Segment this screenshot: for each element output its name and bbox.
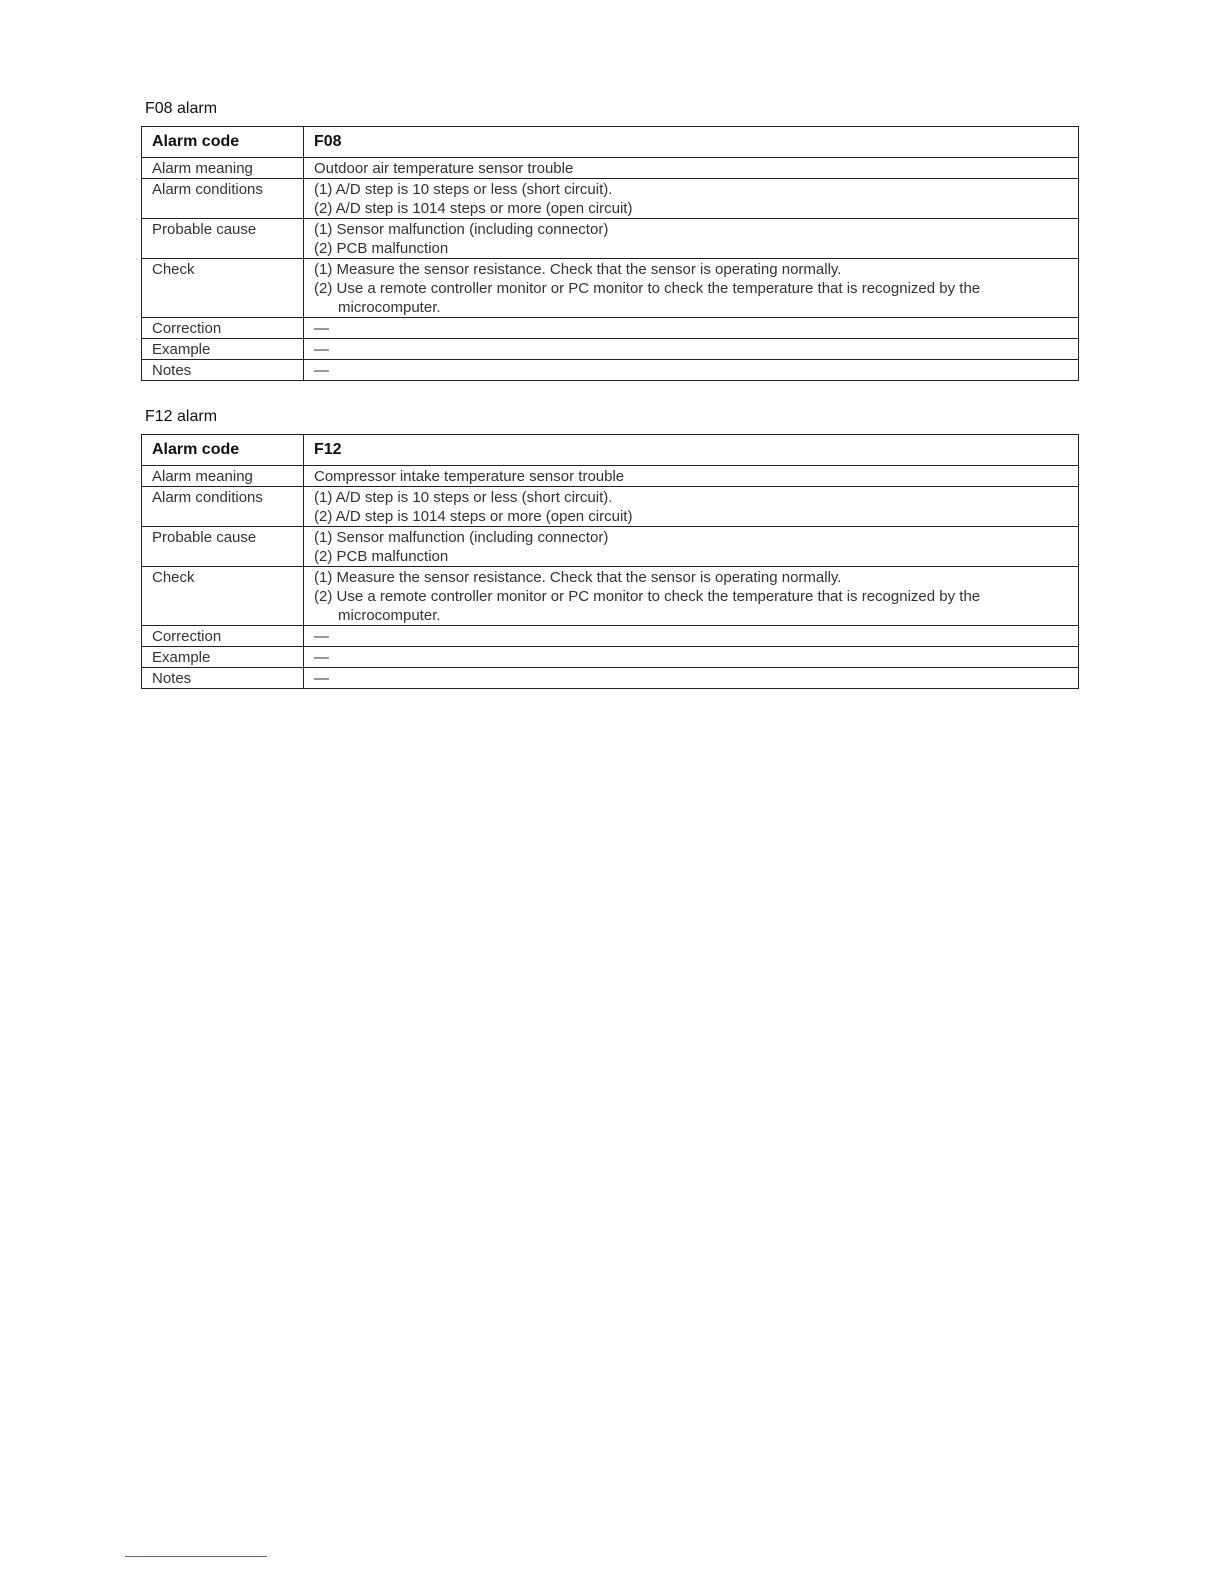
condition-line: (1) A/D step is 10 steps or less (short circuit). [314, 181, 613, 198]
section-title: F12 alarm [145, 408, 218, 425]
row-label: Correction [142, 626, 304, 647]
row-label: Probable cause [142, 527, 304, 567]
check-line: (1) Measure the sensor resistance. Check that the sensor is operating normally. [314, 261, 842, 278]
alarm-conditions-value [304, 487, 1079, 527]
table-row [142, 668, 1079, 689]
table-row [142, 527, 1079, 567]
alarm-meaning-value: Outdoor air temperature sensor trouble [304, 158, 1079, 179]
check-line: (2) Use a remote controller monitor or PC monitor to check the temperature that is recognized by the microcomputer. [314, 280, 981, 316]
alarm-conditions-value [304, 179, 1079, 219]
notes-value: — [304, 360, 1079, 381]
table-row [142, 626, 1079, 647]
alarm-section-f12 [141, 406, 1079, 689]
alarm-code-value: F12 [304, 435, 1079, 466]
cause-line: (2) PCB malfunction [314, 240, 449, 257]
correction-value: — [304, 318, 1079, 339]
row-label: Alarm conditions [142, 179, 304, 219]
table-row [142, 339, 1079, 360]
check-value [304, 567, 1079, 626]
table-row [142, 360, 1079, 381]
row-label: Alarm code [142, 127, 304, 158]
row-label: Notes [142, 360, 304, 381]
notes-value: — [304, 668, 1079, 689]
table-row [142, 318, 1079, 339]
alarm-section-f08 [141, 98, 1079, 381]
row-label: Correction [142, 318, 304, 339]
alarm-table [141, 126, 1079, 381]
table-row [142, 179, 1079, 219]
row-label: Check [142, 567, 304, 626]
table-row [142, 158, 1079, 179]
row-label: Alarm meaning [142, 466, 304, 487]
table-row [142, 219, 1079, 259]
row-label: Alarm conditions [142, 487, 304, 527]
alarm-meaning-value: Compressor intake temperature sensor trouble [304, 466, 1079, 487]
check-line: (2) Use a remote controller monitor or PC monitor to check the temperature that is recognized by the microcomputer. [314, 588, 981, 624]
condition-line: (1) A/D step is 10 steps or less (short circuit). [314, 489, 613, 506]
table-row [142, 127, 1079, 158]
condition-line: (2) A/D step is 1014 steps or more (open circuit) [314, 508, 633, 525]
row-label: Check [142, 259, 304, 318]
row-label: Example [142, 339, 304, 360]
correction-value: — [304, 626, 1079, 647]
row-label: Notes [142, 668, 304, 689]
check-value [304, 259, 1079, 318]
table-row [142, 567, 1079, 626]
row-label: Example [142, 647, 304, 668]
example-value: — [304, 339, 1079, 360]
probable-cause-value [304, 219, 1079, 259]
probable-cause-value [304, 527, 1079, 567]
condition-line: (2) A/D step is 1014 steps or more (open circuit) [314, 200, 633, 217]
row-label: Alarm meaning [142, 158, 304, 179]
cause-line: (1) Sensor malfunction (including connector) [314, 529, 609, 546]
table-row [142, 487, 1079, 527]
table-row [142, 466, 1079, 487]
section-title: F08 alarm [145, 100, 218, 117]
alarm-code-value: F08 [304, 127, 1079, 158]
footer-rule [125, 1556, 267, 1557]
row-label: Probable cause [142, 219, 304, 259]
row-label: Alarm code [142, 435, 304, 466]
table-row [142, 647, 1079, 668]
cause-line: (2) PCB malfunction [314, 548, 449, 565]
table-row [142, 435, 1079, 466]
example-value: — [304, 647, 1079, 668]
alarm-table [141, 434, 1079, 689]
check-line: (1) Measure the sensor resistance. Check that the sensor is operating normally. [314, 569, 842, 586]
table-row [142, 259, 1079, 318]
cause-line: (1) Sensor malfunction (including connector) [314, 221, 609, 238]
